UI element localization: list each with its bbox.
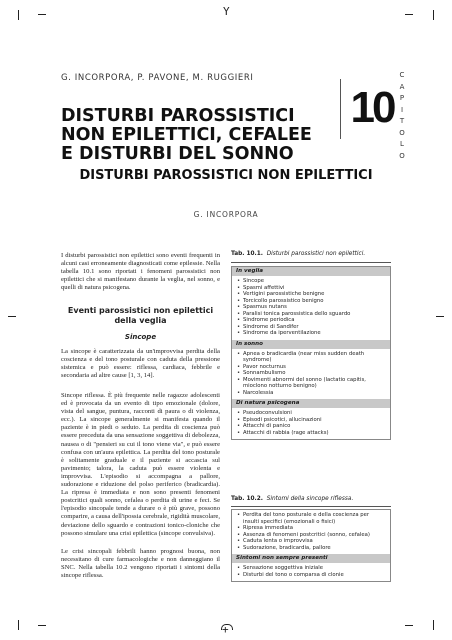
chapter-title-line: E DISTURBI DEL SONNO: [61, 144, 294, 164]
table-2: [231, 509, 391, 582]
chapter-vertical-letter: O: [399, 151, 405, 160]
crop-mark-bottom-left-dash: [38, 625, 46, 626]
list-item: • Sincope: [236, 278, 386, 285]
table-1-group-list: [232, 349, 390, 400]
list-item: • Attacchi di panico: [236, 423, 386, 430]
table-1-group-heading: In veglia: [232, 267, 390, 276]
registration-mark-bottom: +: [222, 623, 229, 636]
chapter-vertical-label: [397, 70, 407, 162]
subsubsection-title: Sincope: [124, 333, 157, 341]
list-item: • Movimenti abnormi del sonno (lactatio capitis, mioclono notturno benigno): [236, 377, 386, 390]
list-item: • Assenza di fenomeni postcritici (sonno, cefalea): [236, 532, 386, 539]
table-2-group-list: [232, 510, 390, 554]
table-1-group-heading: Di natura psicogena: [232, 399, 390, 408]
table-2-label: Tab. 10.2.: [231, 496, 263, 502]
crop-mark-bottom-right-dash: [405, 625, 413, 626]
table-2-rule: [231, 506, 391, 507]
chapter-title: [61, 107, 361, 164]
list-item: • Vertigini parossistiche benigne: [236, 291, 386, 298]
table-1: [231, 266, 391, 440]
list-item: • Caduta lenta o improvvisa: [236, 538, 386, 545]
chapter-vertical-letter: I: [400, 105, 404, 114]
crop-mark-bottom-left: [18, 620, 19, 630]
table-2-group-heading: Sintomi non sempre presenti: [232, 554, 390, 563]
table-1-rule: [231, 262, 391, 263]
list-item: • Attacchi di rabbia (rage attacks): [236, 430, 386, 437]
list-item: • Spasmus nutans: [236, 304, 386, 311]
chapter-vertical-letter: L: [400, 140, 404, 148]
sincope-paragraph-1: La sincope è caratterizzata da un'improvvisa perdita della coscienza e del tono posturale con caduta della pressione sistemica e può essere: riflessa, cardiaca, febbrile e secondaria ad altre cause [1, 3, 14].: [61, 348, 220, 380]
list-item: • Sindrome di Sandifer: [236, 324, 386, 331]
table-1-group-list: [232, 408, 390, 439]
table-1-label: Tab. 10.1.: [231, 251, 263, 257]
list-item: • Paralisi tonica parossistica dello sguardo: [236, 311, 386, 318]
sincope-paragraph-3: Le crisi sincopali febbrili hanno prognosi buona, non necessitano di cure farmacologiche e non danneggiano il SNC. Nella tabella 10.2 vengono riportati i sintomi della sincope riflessa.: [61, 548, 220, 580]
table-1-caption: [231, 251, 391, 257]
crop-mark-top-left-dash: [38, 14, 46, 15]
table-1-group-heading: In sonno: [232, 340, 390, 349]
chapter-vertical-letter: A: [399, 82, 405, 91]
chapter-vertical-letter: O: [399, 128, 405, 137]
section-author: G. INCORPORA: [193, 210, 259, 219]
list-item: • Sindrome da iperventilazione: [236, 330, 386, 337]
table-2-group-list: [232, 563, 390, 581]
list-item: • Ripresa immediata: [236, 525, 386, 532]
list-item: • Sudorazione, bradicardia, pallore: [236, 545, 386, 552]
list-item: • Torcicollo parossistico benigno: [236, 298, 386, 305]
subsection-title: Eventi parossistici non epilettici della veglia: [67, 306, 214, 325]
crop-mark-top-left: [18, 10, 19, 20]
list-item: • Sindrome periodica: [236, 317, 386, 324]
table-1-group-list: [232, 276, 390, 340]
chapter-title-line: NON EPILETTICI, CEFALEE: [61, 125, 312, 145]
list-item: • Sensazione soggettiva iniziale: [236, 565, 386, 572]
list-item: • Sonnambulismo: [236, 370, 386, 377]
list-item: • Spasmi affettivi: [236, 285, 386, 292]
crop-mark-top-right: [433, 10, 434, 20]
intro-paragraph: I disturbi parossistici non epilettici sono eventi frequenti in alcuni casi erroneamente diagnosticati come epilessie. Nella tabella 10.1 sono riportati i fenomeni parossistici non epilettici che si manifestano durante la veglia, nel sonno, e quelli di natura psicogena.: [61, 252, 220, 292]
chapter-title-line: DISTURBI PAROSSISTICI: [61, 106, 295, 126]
list-item: • Pseudoconvulsioni: [236, 410, 386, 417]
table-2-caption: [231, 496, 391, 502]
list-item: • Narcolessia: [236, 390, 386, 397]
list-item: • Apnea o bradicardia (near miss sudden death syndrome): [236, 351, 386, 364]
crop-mark-top-right-dash: [405, 14, 413, 15]
list-item: • Disturbi del tono o comparsa di clonie: [236, 572, 386, 579]
chapter-authors: G. INCORPORA, P. PAVONE, M. RUGGIERI: [61, 73, 254, 83]
list-item: • Pavor nocturnus: [236, 364, 386, 371]
crop-mark-left-mid-dash: [8, 316, 16, 317]
crop-mark-right-mid-dash: [436, 316, 444, 317]
registration-circle-bottom: [221, 624, 233, 630]
chapter-vertical-letter: P: [399, 94, 405, 102]
list-item: • Perdita del tono posturale e della coscienza per insulti specifici (emozionali o fisici): [236, 512, 386, 525]
chapter-vertical-letter: T: [399, 117, 405, 125]
section-title: DISTURBI PAROSSISTICI NON EPILETTICI: [79, 168, 373, 183]
registration-mark-top: Y: [223, 5, 230, 18]
crop-mark-bottom-right: [433, 620, 434, 630]
chapter-divider: [340, 79, 341, 139]
table-2-caption-text: Sintomi della sincope riflessa.: [266, 496, 354, 502]
sincope-paragraph-2: Sincope riflessa. È più frequente nelle ragazze adolescenti ed è provocata da un evento di tipo emozionale (dolore, vista del sangue, puntura, racconti di paura o di violenza, ecc.). La sincope generalmente si manifesta quando il paziente è in piedi o seduto. La perdita di coscienza può essere preceduta da una sensazione soggettiva di debolezza, nausea o di "pensieri su cui il tono viene via", e può essere confusa con un'aura epilettica. La perdita del tono posturale è solitamente graduale e il paziente si accascia sul pavimento; talora, la caduta può essere violenta e improvvisa. L'episodio si accompagna a pallore, sudorazione e riduzione del polso periferico (bradicardia). La ripresa è immediata e non sono presenti fenomeni postcritici quali sonno, cefalea o perdita di urine e feci. Se l'episodio sincopale tende a durare o è più grave, possono comparire, a causa dell'ipossia cerebrale, rigidità muscolare, deviazione dello sguardo e contrazioni tonico-cloniche che possono simulare una crisi epilettica (sincope convulsiva).: [61, 392, 220, 537]
chapter-vertical-letter: C: [399, 71, 405, 79]
list-item: • Episodi psicotici, allucinazioni: [236, 417, 386, 424]
chapter-number: 10: [350, 83, 394, 132]
table-1-caption-text: Disturbi parossistici non epilettici.: [266, 251, 366, 257]
